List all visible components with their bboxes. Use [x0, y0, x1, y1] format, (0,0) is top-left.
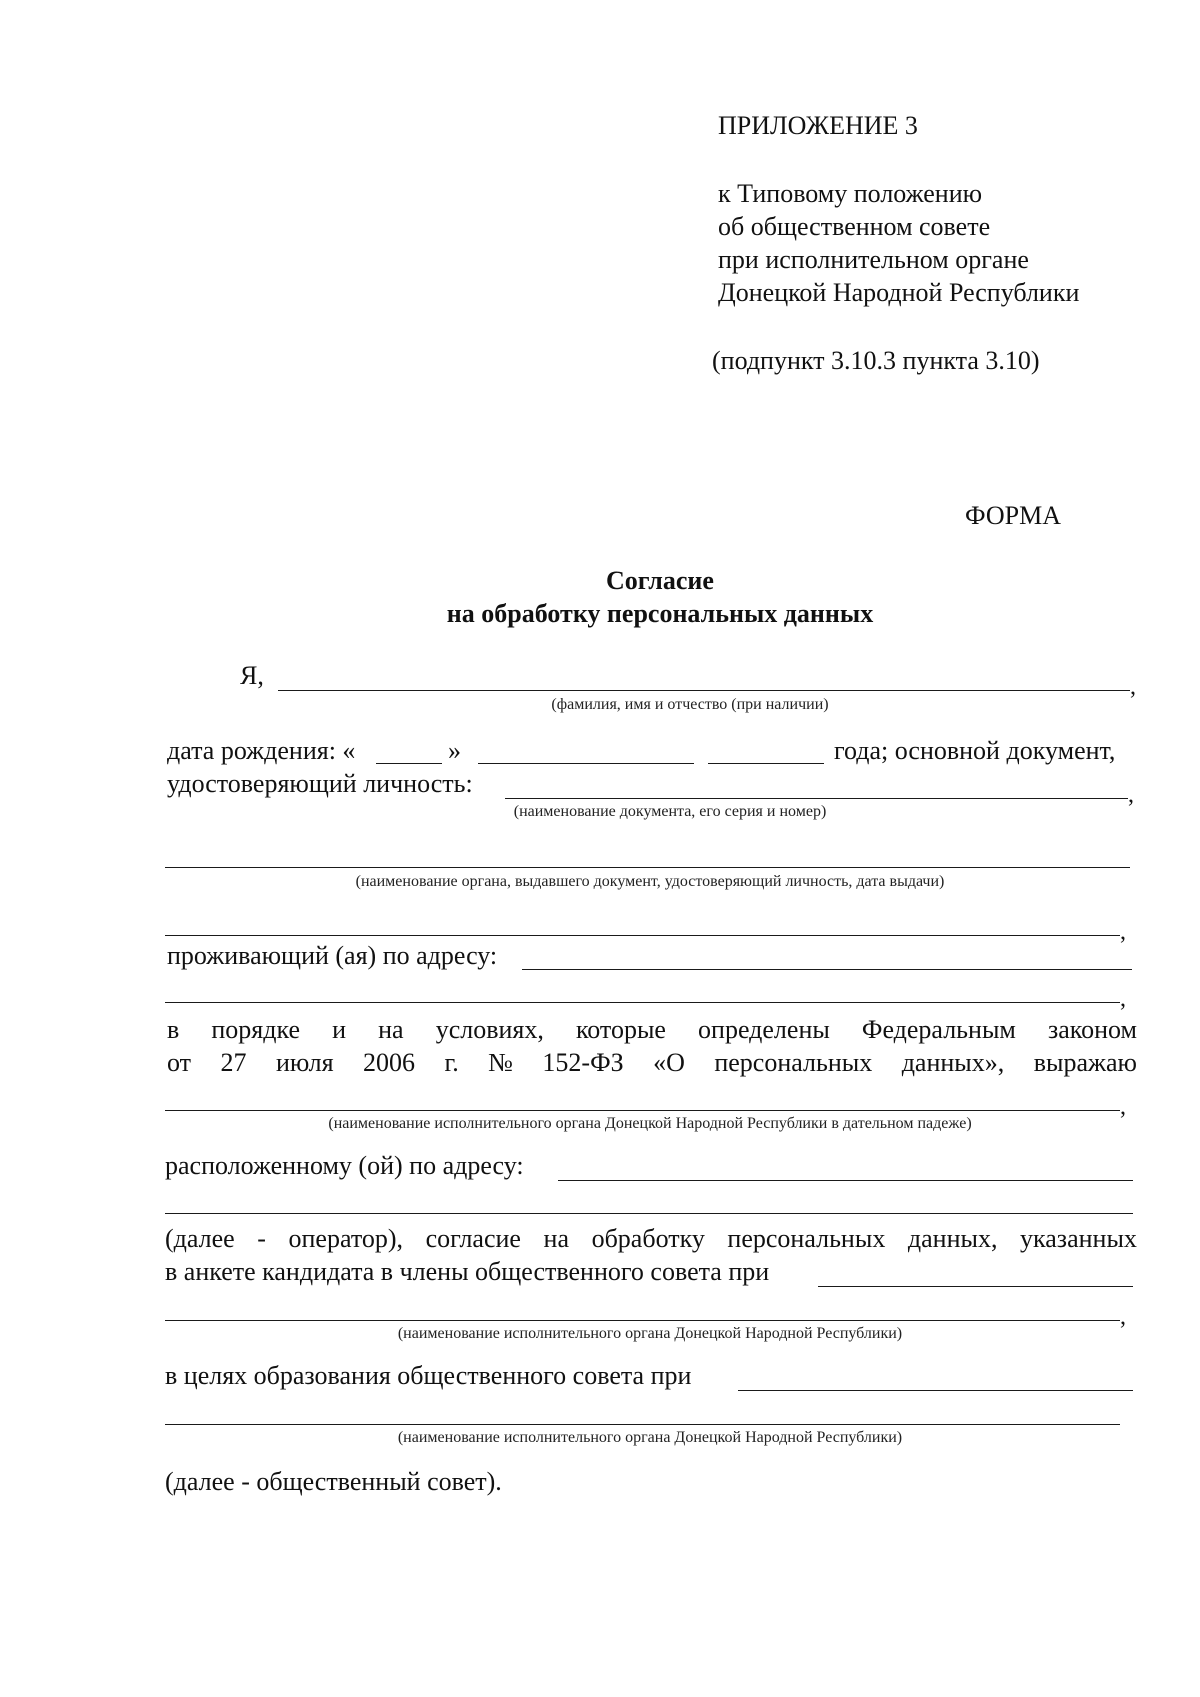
organ-dative-hint: (наименование исполнительного органа Донецкой Народной Республики в дательном падеже) [328, 1115, 972, 1132]
birth-year-field-line[interactable] [708, 763, 824, 764]
comma: , [1130, 674, 1136, 700]
word: персональных [714, 1048, 873, 1077]
law-line-2 [167, 1047, 1137, 1079]
questionnaire-line: в анкете кандидата в члены общественного совета при [165, 1257, 770, 1286]
birth-month-field-line[interactable] [478, 763, 694, 764]
word: июля [275, 1048, 334, 1077]
name-hint: (фамилия, имя и отчество (при наличии) [551, 696, 829, 713]
ref-line-1: к Типовому положению [718, 179, 983, 208]
word: «О [653, 1048, 685, 1077]
organ-hint-1: (наименование исполнительного органа Донецкой Народной Республики) [397, 1325, 903, 1342]
organ-field-line-1[interactable] [165, 1320, 1120, 1321]
organ-dative-field-line[interactable] [165, 1110, 1120, 1111]
located-prefix: расположенному (ой) по адресу: [165, 1151, 524, 1180]
closing-text: (далее - общественный совет). [165, 1467, 502, 1496]
word: на [543, 1224, 570, 1253]
ref-line-3: при исполнительном органе [718, 245, 1029, 274]
questionnaire-organ-field-line[interactable] [818, 1286, 1133, 1287]
word: 152-ФЗ [542, 1048, 624, 1077]
comma: , [1120, 919, 1126, 945]
word: на [378, 1015, 404, 1044]
organ-field-line-2[interactable] [165, 1424, 1120, 1425]
comma: , [1120, 986, 1126, 1012]
located-address-extra-line[interactable] [165, 1213, 1133, 1214]
subclause-ref: (подпункт 3.10.3 пункта 3.10) [712, 346, 1040, 375]
law-line-1 [167, 1014, 1137, 1046]
comma: , [1120, 1094, 1126, 1120]
residence-field-line[interactable] [522, 969, 1132, 970]
word: 27 [220, 1048, 247, 1077]
word: в [167, 1015, 180, 1044]
residence-prefix: проживающий (ая) по адресу: [167, 941, 498, 970]
purpose-organ-field-line[interactable] [738, 1390, 1133, 1391]
birth-year-suffix: года; основной документ, [834, 736, 1116, 765]
ref-line-4: Донецкой Народной Республики [718, 278, 1080, 307]
address-extra-line-1[interactable] [165, 935, 1120, 936]
comma: , [1120, 1304, 1126, 1330]
birth-day-close: » [448, 736, 461, 765]
word: определены [698, 1015, 830, 1044]
residence-extra-line[interactable] [165, 1002, 1120, 1003]
word: оператор), [288, 1224, 404, 1253]
word: условиях, [435, 1015, 544, 1044]
word: и [332, 1015, 347, 1044]
word: персональных [727, 1224, 886, 1253]
birth-day-field-line[interactable] [376, 763, 442, 764]
word: от [167, 1048, 192, 1077]
form-label: ФОРМА [965, 501, 1061, 530]
purpose-prefix: в целях образования общественного совета при [165, 1361, 692, 1390]
i-prefix: Я, [240, 661, 264, 690]
word: данных», [901, 1048, 1005, 1077]
word: порядке [211, 1015, 301, 1044]
id-document-hint: (наименование документа, его серия и номер) [513, 803, 827, 820]
issuer-hint: (наименование органа, выдавшего документ, удостоверяющий личность, дата выдачи) [355, 873, 945, 890]
birth-date-prefix: дата рождения: « [167, 736, 356, 765]
word: указанных [1020, 1224, 1137, 1253]
appendix-title: ПРИЛОЖЕНИЕ 3 [718, 111, 918, 140]
word: 2006 [363, 1048, 416, 1077]
word: (далее [165, 1224, 235, 1253]
name-field-line[interactable] [278, 690, 1130, 691]
word: согласие [425, 1224, 521, 1253]
word: г. [444, 1048, 459, 1077]
word: - [257, 1224, 266, 1253]
word: которые [575, 1015, 666, 1044]
ref-line-2: об общественном совете [718, 212, 991, 241]
word: № [488, 1048, 513, 1077]
id-document-field-line[interactable] [505, 798, 1128, 799]
issuer-field-line[interactable] [165, 867, 1130, 868]
word: выражаю [1033, 1048, 1137, 1077]
document-subtitle: на обработку персональных данных [446, 599, 874, 628]
word: данных, [907, 1224, 998, 1253]
document-title: Согласие [606, 566, 714, 595]
word: законом [1047, 1015, 1137, 1044]
organ-hint-2: (наименование исполнительного органа Донецкой Народной Республики) [397, 1429, 903, 1446]
located-address-field-line[interactable] [558, 1180, 1133, 1181]
id-document-prefix: удостоверяющий личность: [167, 769, 473, 798]
word: обработку [591, 1224, 705, 1253]
operator-line [165, 1223, 1137, 1255]
word: Федеральным [861, 1015, 1016, 1044]
comma: , [1128, 782, 1134, 808]
